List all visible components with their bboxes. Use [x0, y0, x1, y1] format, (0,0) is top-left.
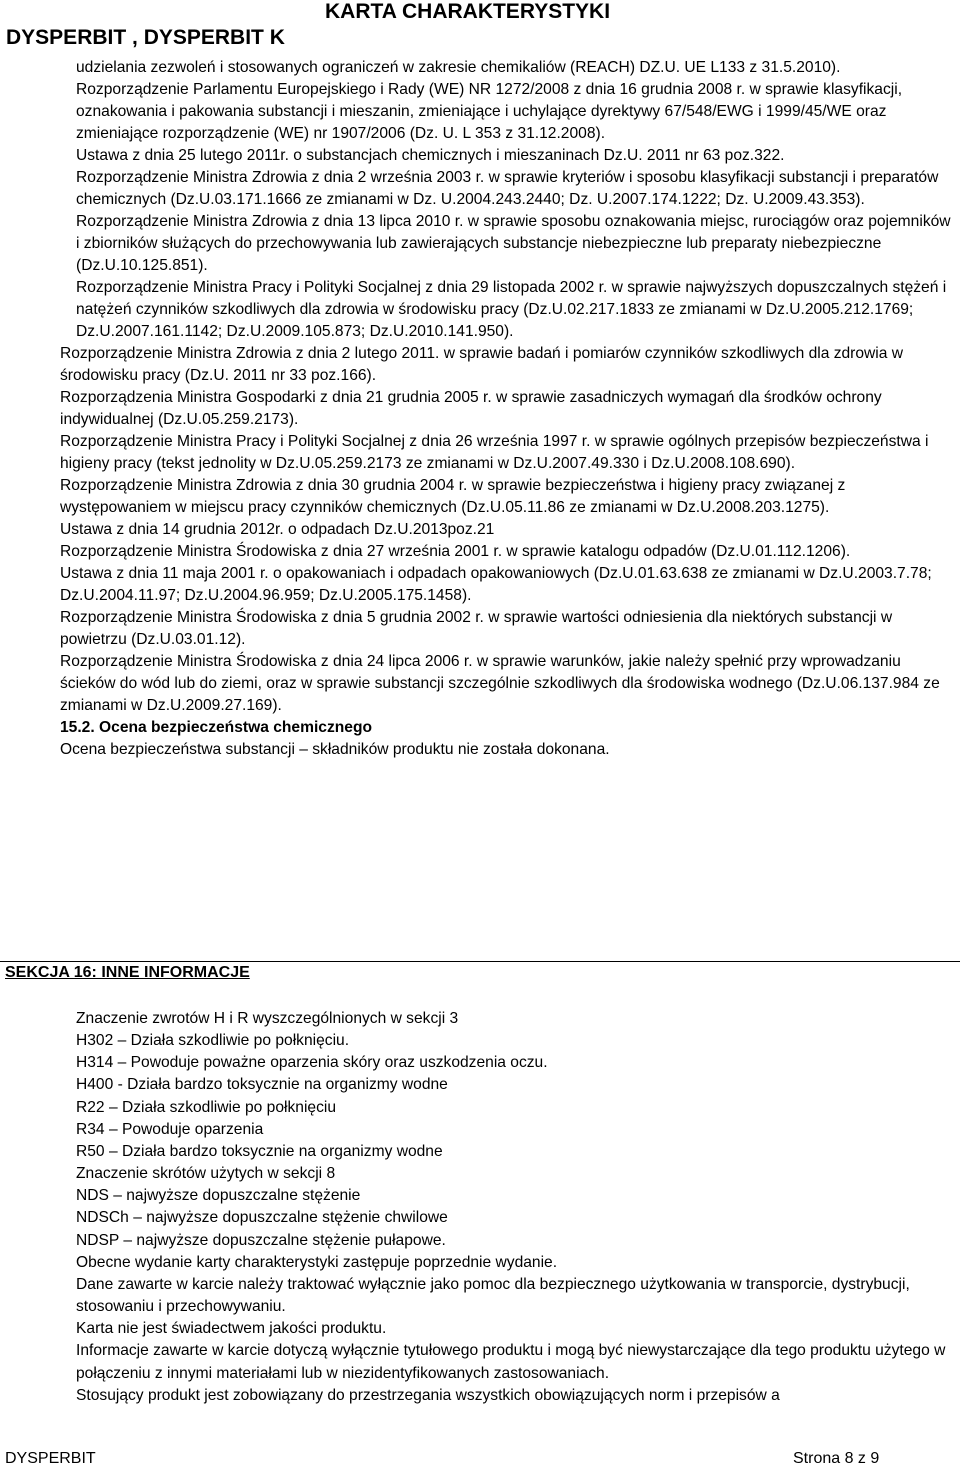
footer-brand: DYSPERBIT — [5, 1450, 96, 1467]
page-number: Strona 8 z 9 — [793, 1450, 880, 1467]
product-name: DYSPERBIT , DYSPERBIT K — [6, 26, 285, 49]
regulation-item: Rozporządzenie Ministra Środowiska z dnia 24 lipca 2006 r. w sprawie warunków, jakie należy spełnić przy wprowadzaniu ścieków do wód lub do ziemi, oraz w sprawie substancji szczególnie szkodliwych dla środowiska wodnego (Dz.U.06.137.984 ze zmianami w Dz.U.2009.27.169). — [60, 653, 940, 714]
regulation-item: Rozporządzenie Ministra Zdrowia z dnia 30 grudnia 2004 r. w sprawie bezpieczeństwa i higieny pracy związanej z występowaniem w miejscu pracy czynników chemicznych (Dz.U.05.11.86 ze zmianami w Dz.U.2008.203.1275). — [60, 477, 846, 516]
info-line: R34 – Powoduje oparzenia — [76, 1120, 264, 1138]
info-line: Karta nie jest świadectwem jakości produktu. — [76, 1320, 387, 1338]
regulation-item: Ustawa z dnia 25 lutego 2011r. o substancjach chemicznych i mieszaninach Dz.U. 2011 nr 63 poz.322. — [76, 147, 785, 164]
info-line: H314 – Powoduje poważne oparzenia skóry oraz uszkodzenia oczu. — [76, 1054, 548, 1072]
regulation-item: Rozporządzenie Ministra Zdrowia z dnia 13 lipca 2010 r. w sprawie sposobu oznakowania miejsc, rurociągów oraz pojemników i zbiorników służących do przechowywania lub zawierających substancje niebezpieczne lub preparaty niebezpieczne (Dz.U.10.125.851). — [76, 213, 951, 274]
regulation-item: Rozporządzenia Ministra Gospodarki z dnia 21 grudnia 2005 r. w sprawie zasadniczych wymagań dla środków ochrony indywidualnej (Dz.U.05.259.2173). — [60, 389, 882, 428]
section-16-content — [76, 1008, 956, 1407]
info-line: NDSCh – najwyższe dopuszczalne stężenie chwilowe — [76, 1209, 448, 1227]
regulation-item: Rozporządzenie Ministra Środowiska z dnia 27 września 2001 r. w sprawie katalogu odpadów (Dz.U.01.112.1206). — [60, 543, 851, 560]
regulation-item: Rozporządzenie Ministra Środowiska z dnia 5 grudnia 2002 r. w sprawie wartości odniesienia dla niektórych substancji w powietrzu (Dz.U.03.01.12). — [60, 609, 893, 648]
info-line: NDSP – najwyższe dopuszczalne stężenie pułapowe. — [76, 1231, 446, 1249]
info-line: Informacje zawarte w karcie dotyczą wyłącznie tytułowego produktu i mogą być niewystarczające dla tego produktu użytego w połączeniu z innymi materiałami lub w niezidentyfikowanych zastosowaniach. — [76, 1342, 946, 1382]
info-line: Znaczenie skrótów użytych w sekcji 8 — [76, 1165, 336, 1183]
info-line: Stosujący produkt jest zobowiązany do przestrzegania wszystkich obowiązujących norm i przepisów a — [76, 1386, 780, 1404]
info-line: R22 – Działa szkodliwie po połknięciu — [76, 1098, 337, 1116]
regulation-item: Rozporządzenie Ministra Zdrowia z dnia 2 lutego 2011. w sprawie badań i pomiarów czynników szkodliwych dla zdrowia w środowisku pracy (Dz.U. 2011 nr 33 poz.166). — [60, 345, 904, 384]
regulation-item: Rozporządzenie Parlamentu Europejskiego i Rady (WE) NR 1272/2008 z dnia 16 grudnia 2008 r. w sprawie klasyfikacji, oznakowania i pakowania substancji i mieszanin, zmieniające i uchylające dyrektywy 67/548/EWG i 1999/45/WE oraz zmieniające rozporządzenie (WE) nr 1907/2006 (Dz. U. L 353 z 31.12.2008). — [76, 81, 903, 142]
info-line: Obecne wydanie karty charakterystyki zastępuje poprzednie wydanie. — [76, 1253, 558, 1271]
regulation-item: Ustawa z dnia 11 maja 2001 r. o opakowaniach i odpadach opakowaniowych (Dz.U.01.63.638 ze zmianami w Dz.U.2003.7.78; Dz.U.2004.11.97; Dz.U.2004.96.959; Dz.U.2005.175.1458). — [60, 565, 932, 604]
subsection-text: Ocena bezpieczeństwa substancji – składników produktu nie została dokonana. — [60, 741, 610, 758]
subsection-heading: 15.2. Ocena bezpieczeństwa chemicznego — [60, 719, 372, 736]
info-line: R50 – Działa bardzo toksycznie na organizmy wodne — [76, 1142, 443, 1160]
regulation-item: Ustawa z dnia 14 grudnia 2012r. o odpadach Dz.U.2013poz.21 — [60, 521, 495, 538]
info-line: Znaczenie zwrotów H i R wyszczególnionych w sekcji 3 — [76, 1010, 459, 1027]
document-title: KARTA CHARAKTERYSTYKI — [325, 0, 611, 23]
section-16-header — [0, 961, 960, 990]
section-16-title: SEKCJA 16: INNE INFORMACJE — [5, 964, 250, 981]
regulation-item: Rozporządzenie Ministra Zdrowia z dnia 2 września 2003 r. w sprawie kryteriów i sposobu klasyfikacji substancji i preparatów chemicznych (Dz.U.03.171.1666 ze zmianami w Dz. U.2004.243.2440; Dz. U.2007.174.1222; Dz. U.2009.43.353). — [76, 169, 939, 208]
regulation-item: Rozporządzenie Ministra Pracy i Polityki Socjalnej z dnia 26 września 1997 r. w sprawie ogólnych przepisów bezpieczeństwa i higieny pracy (tekst jednolity w Dz.U.05.259.2173 ze zmianami w Dz.U.2007.49.330 i Dz.U.2008.108.690). — [60, 433, 929, 472]
info-line: H400 - Działa bardzo toksycznie na organizmy wodne — [76, 1076, 448, 1094]
regulation-item: Rozporządzenie Ministra Pracy i Polityki Socjalnej z dnia 29 listopada 2002 r. w sprawie najwyższych dopuszczalnych stężeń i natężeń czynników szkodliwych dla zdrowia w środowisku pracy (Dz.U.02.217.1833 ze zmianami w Dz.U.2005.212.1769; Dz.U.2007.161.1142; Dz.U.2009.105.873; Dz.U.2010.141.950). — [76, 279, 947, 340]
info-line: H302 – Działa szkodliwie po połknięciu. — [76, 1032, 350, 1050]
regulation-item: udzielania zezwoleń i stosowanych ograniczeń w zakresie chemikaliów (REACH) DZ.U. UE L133 z 31.5.2010). — [76, 59, 841, 76]
regulations-list — [60, 57, 955, 761]
info-line: NDS – najwyższe dopuszczalne stężenie — [76, 1187, 361, 1205]
info-line: Dane zawarte w karcie należy traktować wyłącznie jako pomoc dla bezpiecznego użytkowania w transporcie, dystrybucji, stosowaniu i przechowywaniu. — [76, 1275, 910, 1316]
